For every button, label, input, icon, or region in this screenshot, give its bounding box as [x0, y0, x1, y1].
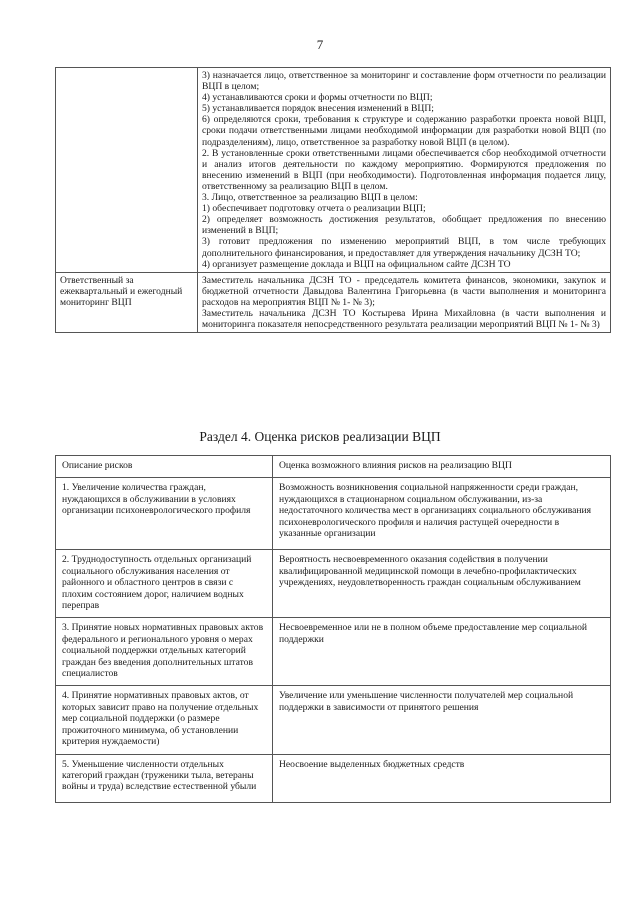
table-row [56, 618, 611, 686]
table-row [56, 550, 611, 618]
procedure-line: 3) назначается лицо, ответственное за мониторинг и составление форм отчетности по реализации ВЦП в целом; [202, 70, 606, 93]
procedure-line: 6) определяются сроки, требования к структуре и содержанию разработки проекта новой ВЦП, сроки подачи ответственными лицами необходимой информации для разработки новой ВЦП (по подразделениям), лицо, ответственное за разработку новой ВЦП (в целом). [202, 114, 606, 148]
table-row [56, 754, 611, 802]
procedure-line: 4) организует размещение доклада и ВЦП на официальном сайте ДСЗН ТО [202, 258, 511, 270]
risk-impact: Неосвоение выделенных бюджетных средств [273, 754, 611, 802]
section-title: Раздел 4. Оценка рисков реализации ВЦП [199, 429, 441, 444]
responsible-person-line: Заместитель начальника ДСЗН ТО Костырева Ирина Михайловна (в части выполнения и мониторинга показателя непосредственного результата реализации мероприятий ВЦП № 1- № 3) [202, 307, 606, 331]
risk-assessment-table [55, 455, 611, 803]
risk-description: 5. Уменьшение численности отдельных категорий граждан (труженики тыла, ветераны войны и труда) вследствие естественной убыли [56, 754, 273, 802]
table-header-row [56, 456, 611, 478]
table-row [56, 686, 611, 754]
procedure-line: 2. В установленные сроки ответственными лицами обеспечивается сбор необходимой отчетности и анализ итогов деятельности по каждому мероприятию. Формируются предложения по внесению изменений в ВЦП (при необходимости). Подготовленная информация подается лицу, ответственному за реализацию ВЦП в целом. [202, 147, 606, 192]
table-row [56, 272, 611, 332]
risk-description: 1. Увеличение количества граждан, нуждающихся в обслуживании в условиях организации психоневрологического профиля [56, 478, 273, 550]
risk-description: 2. Труднодоступность отдельных организаций социального обслуживания населения от районного и областного центров в связи с плохим состоянием дорог, наличием водных переправ [56, 550, 273, 618]
management-procedure-cell [198, 68, 611, 273]
column-header-risks: Описание рисков [56, 456, 273, 478]
program-management-table [55, 67, 611, 333]
page-number: 7 [316, 37, 324, 52]
procedure-line: 1) обеспечивает подготовку отчета о реализации ВЦП; [202, 203, 426, 215]
procedure-line: 4) устанавливаются сроки и формы отчетности по ВЦП; [202, 92, 433, 104]
procedure-line: 2) определяет возможность достижения результатов, обобщает предложения по внесению изменений в ВЦП; [202, 214, 606, 237]
table-row [56, 68, 611, 273]
column-header-impact: Оценка возможного влияния рисков на реализацию ВЦП [273, 456, 611, 478]
monitoring-responsible-label: Ответственный за ежеквартальный и ежегодный мониторинг ВЦП [56, 272, 198, 332]
risk-impact: Вероятность несвоевременного оказания содействия в получении квалифицированной медицинской помощи в лечебно-профилактических учреждениях, неудовлетворенность граждан социальным обслуживанием [273, 550, 611, 618]
table-cell-empty [56, 68, 198, 273]
risk-impact: Несвоевременное или не в полном объеме предоставление мер социальной поддержки [273, 618, 611, 686]
risk-description: 3. Принятие новых нормативных правовых актов федерального и регионального уровня о мерах социальной поддержки отдельных категорий граждан без введения дополнительных штатов специалистов [56, 618, 273, 686]
procedure-line: 3. Лицо, ответственное за реализацию ВЦП в целом: [202, 192, 418, 204]
procedure-line: 5) устанавливается порядок внесения изменений в ВЦП; [202, 103, 434, 115]
risk-impact: Увеличение или уменьшение численности получателей мер социальной поддержки в зависимости от принятого решения [273, 686, 611, 754]
procedure-line: 3) готовит предложения по изменению мероприятий ВЦП, в том числе требующих дополнительного финансирования, и предоставляет для утверждения начальнику ДСЗН ТО; [202, 236, 606, 259]
monitoring-responsible-persons [198, 272, 611, 332]
risk-description: 4. Принятие нормативных правовых актов, от которых зависит право на получение отдельных мер социальной поддержки (о размере прожиточного минимума, об установлении критерия нуждаемости) [56, 686, 273, 754]
table-row [56, 478, 611, 550]
responsible-person-line: Заместитель начальника ДСЗН ТО - председатель комитета финансов, экономики, закупок и бюджетной отчетности Давыдова Валентина Григорьевна (в части выполнения и мониторинга расходов на мероприятия ВЦП № 1- № 3); [202, 274, 606, 308]
risk-impact: Возможность возникновения социальной напряженности среди граждан, нуждающихся в стационарном социальном обслуживании, из-за недостаточного количества мест в организациях социального обслуживания психоневрологического профиля и наличия растущей очередности в указанные организации [273, 478, 611, 550]
